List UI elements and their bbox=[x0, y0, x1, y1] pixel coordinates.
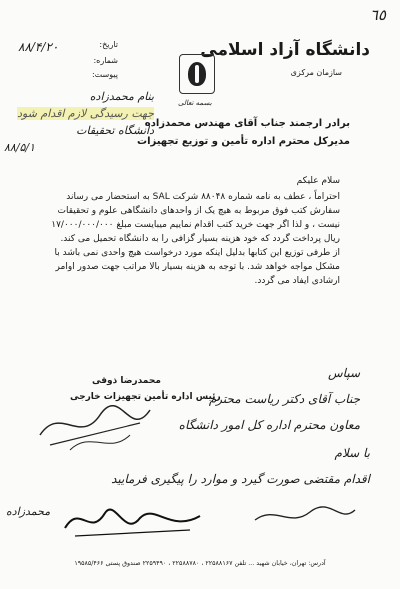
sender-name: محمدرضا ذوقی bbox=[92, 376, 161, 386]
greeting: سلام علیکم bbox=[296, 176, 340, 186]
date-value: ۸۸/۴/۲۰ bbox=[18, 40, 59, 54]
handnote-line-1: بنام محمدزاده bbox=[89, 90, 154, 103]
handnote-line: سپاس bbox=[328, 366, 360, 380]
body-line: ریال پرداخت گردد که خود هزینه بسیار گزافی را به دانشگاه تحمیل می کند. bbox=[60, 234, 340, 244]
handnote-line-3: دانشگاه تحقیقات bbox=[76, 124, 154, 137]
handnote-line: معاون محترم اداره کل امور دانشگاه bbox=[178, 418, 360, 432]
date-block bbox=[18, 40, 118, 84]
bottom-signature-icon bbox=[60, 498, 210, 543]
page-number: ٦٥ bbox=[369, 6, 386, 24]
footer-address: آدرس: تهران، خیابان شهید ... تلفن ۲۲۵۸۸۱۶۷ ، ۲۲۵۸۸۷۸۰ ، ۲۲۵۹۴۹۰ صندوق پستی ۱۹۵۸۵/۴۶۶ bbox=[74, 560, 326, 567]
handwritten-instruction bbox=[140, 360, 360, 438]
handnote-line: اقدام مقتضی صورت گیرد و موارد را پیگیری فرمایید bbox=[111, 472, 370, 486]
central-org: سازمان مرکزی bbox=[290, 68, 342, 77]
university-logo-icon bbox=[179, 54, 215, 94]
handnote-line: با سلام bbox=[334, 446, 370, 460]
sender-title: رئیس اداره تأمین تجهیزات خارجی bbox=[70, 392, 221, 402]
body-line: نیست ، و لذا اگر جهت خرید کتب اقدام نماییم میبایست مبلغ ۱۷/۰۰۰/۰۰۰/۰۰۰ bbox=[51, 220, 340, 230]
addressee-line-2: مدیرکل محترم اداره تأمین و توزیع تجهیزات bbox=[137, 136, 350, 147]
handnote-line-2: جهت رسیدگی لازم اقدام شود bbox=[17, 107, 154, 120]
body-paragraph bbox=[40, 190, 340, 288]
body-line: سفارش کتب فوق مربوط به هیچ یک از واحدهای دانشگاهی علوم و تحقیقات bbox=[57, 206, 340, 216]
body-line: ارشادی ایفاد می گردد. bbox=[254, 276, 340, 286]
handnote-line: جناب آقای دکتر ریاست محترم bbox=[208, 392, 360, 406]
handwritten-annotation-top bbox=[4, 88, 154, 156]
bismillah: بسمه تعالی bbox=[178, 99, 212, 107]
date-label: تاریخ: bbox=[99, 40, 118, 49]
right-signature-icon bbox=[250, 500, 360, 530]
university-name: دانشگاه آزاد اسلامی bbox=[200, 40, 370, 60]
body-line: احتراماً ، عطف به نامه شماره ۸۸۰۴۸ شرکت SAL به استحضار می رساند bbox=[66, 192, 340, 202]
body-line: مشکل مواجه خواهد شد. با توجه به هزینه بسیار بالا مراتب جهت صدور اوامر bbox=[55, 262, 340, 272]
number-label: شماره: bbox=[93, 56, 118, 65]
bottom-left-signature: محمدزاده bbox=[6, 505, 51, 518]
handnote-line-4: ۸۸/۵/۱ bbox=[4, 141, 36, 154]
body-line: از طرفی توزیع این کتابها بدلیل اینکه مورد درخواست هیچ واحدی نمی باشد با bbox=[54, 248, 340, 258]
attachment-label: پیوست: bbox=[91, 70, 118, 79]
handwritten-instruction-2 bbox=[110, 440, 370, 492]
addressee-line-1: برادر ارجمند جناب آقای مهندس محمدزاده bbox=[144, 118, 350, 129]
